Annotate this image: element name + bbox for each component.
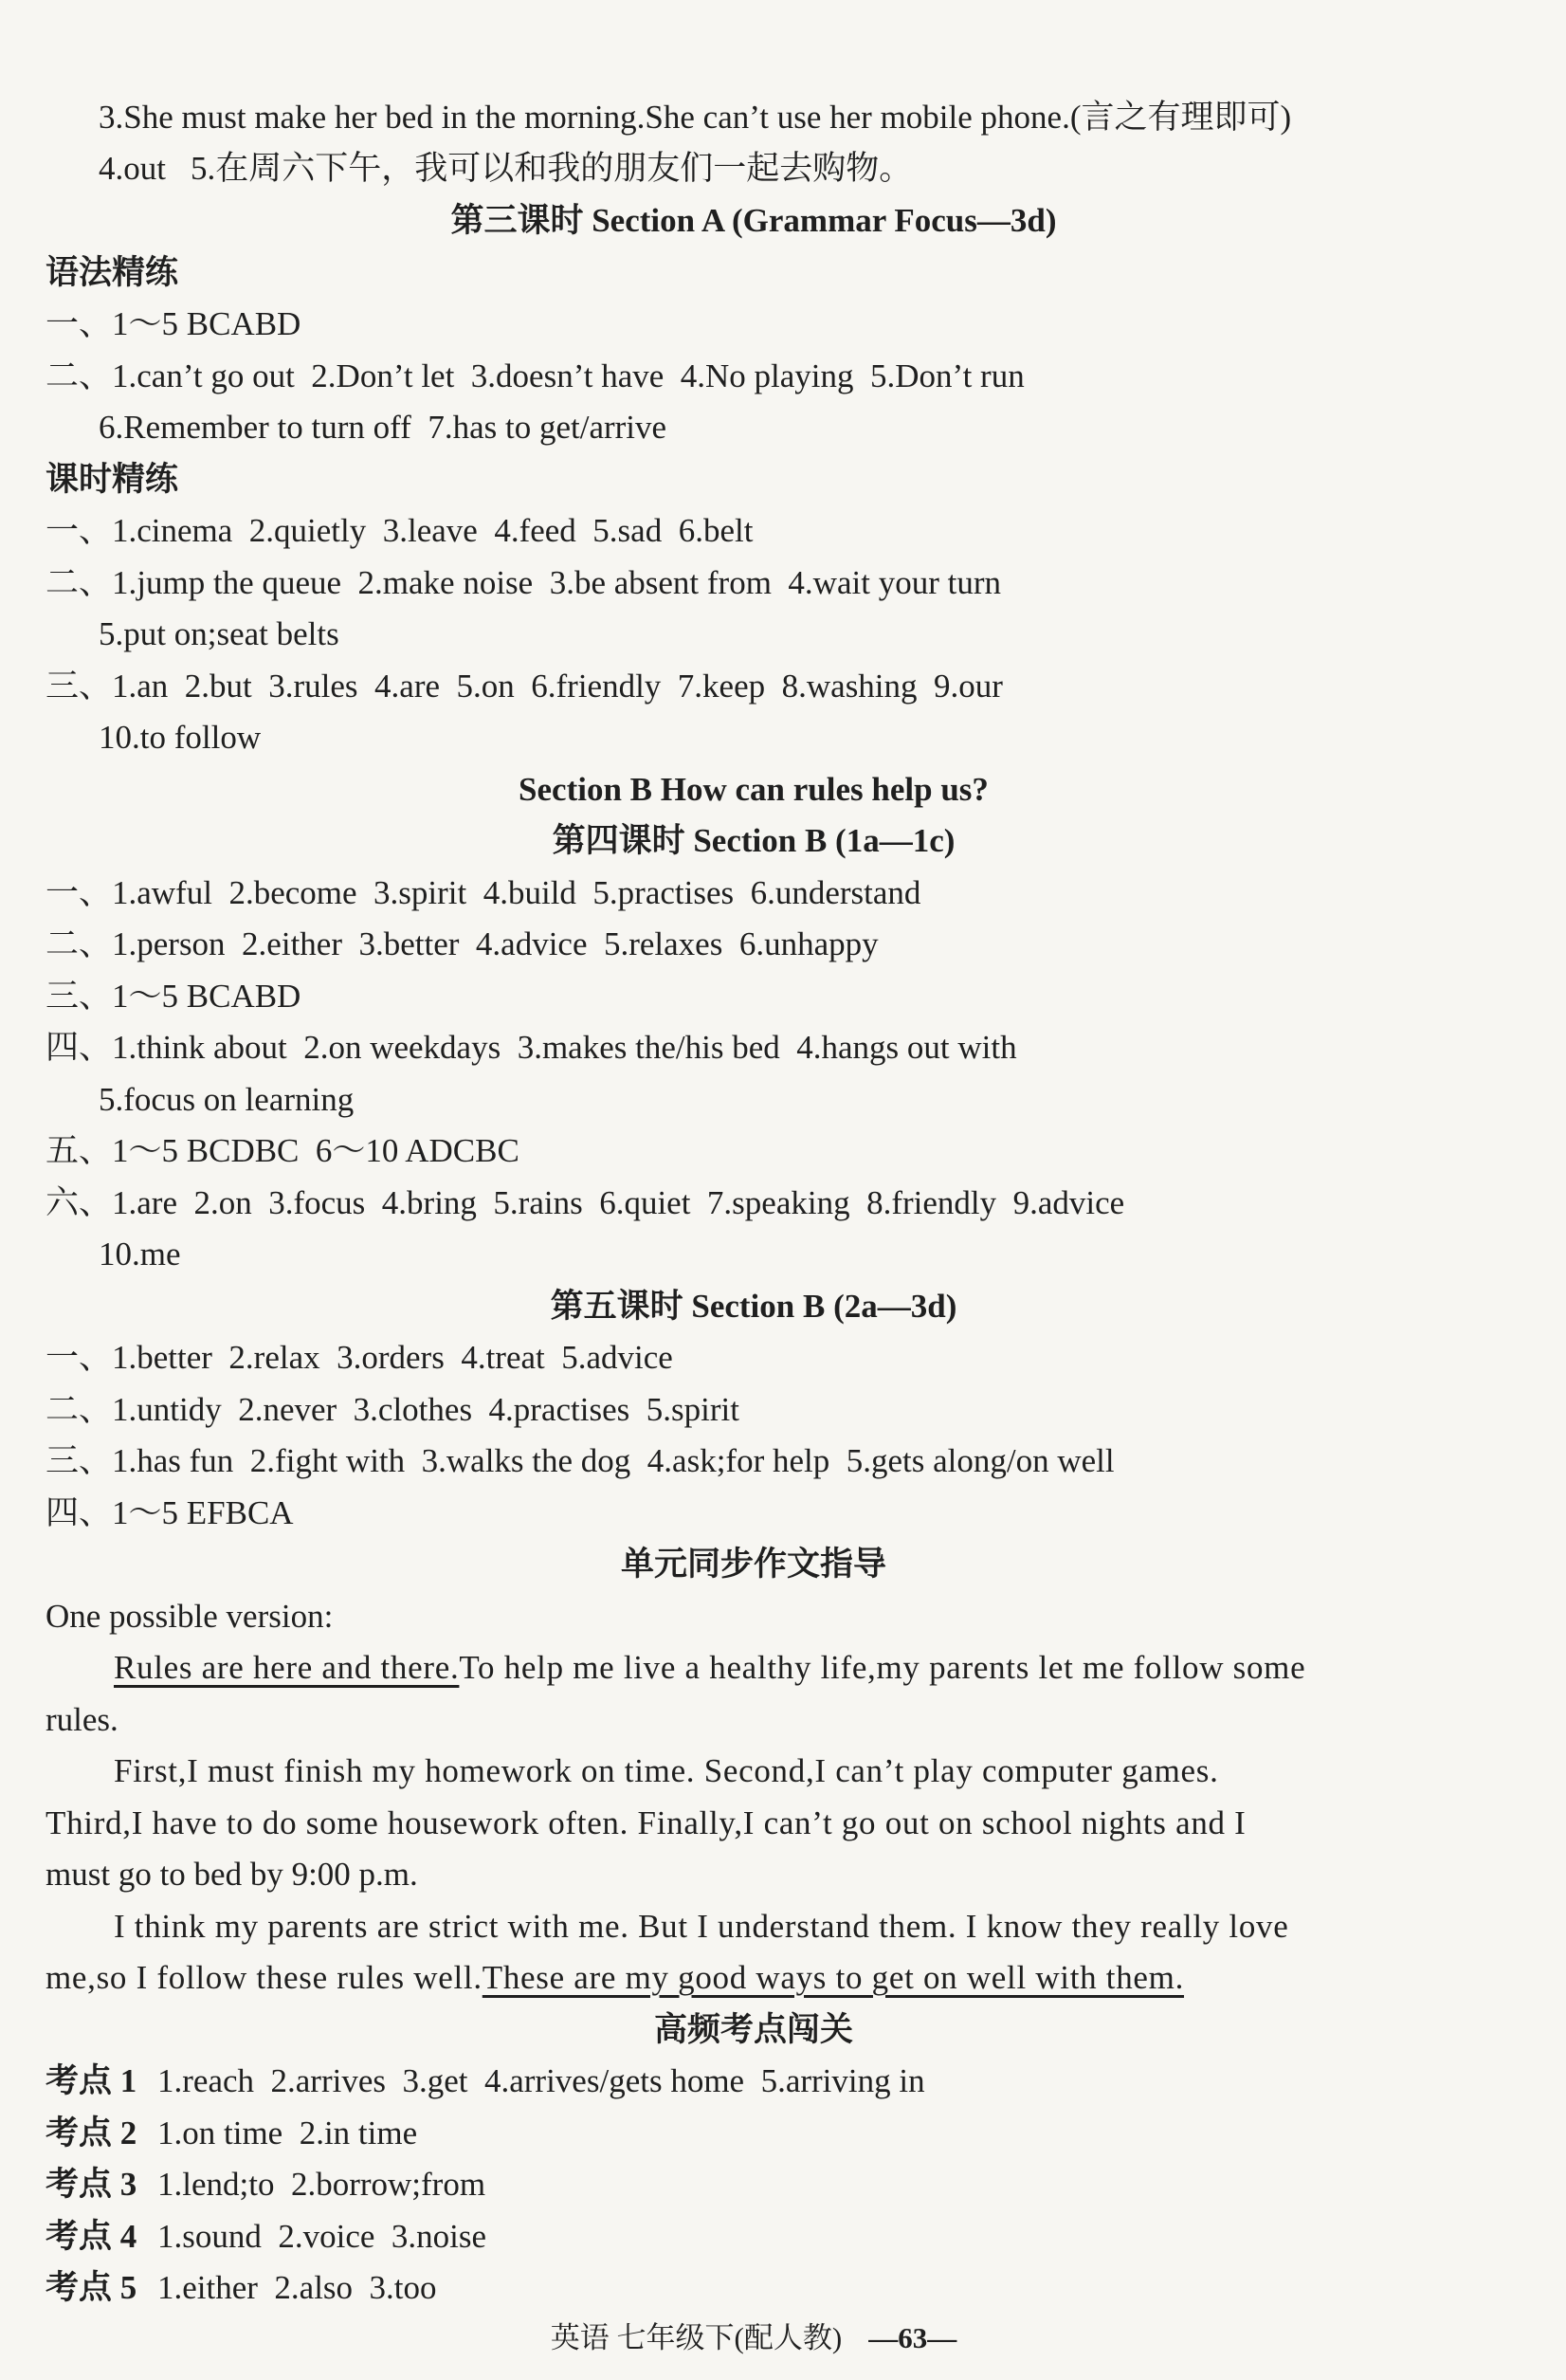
answer-item: 5.在周六下午，我可以和我的朋友们一起去购物。: [190, 150, 913, 187]
section-b-title: Section B How can rules help us?: [519, 771, 989, 808]
answer-line: 六、1.are 2.on 3.focus 4.bring 5.rains 6.quiet 7.speaking 8.friendly 9.advice: [46, 1184, 1125, 1221]
answer-line: 一、1.cinema 2.quietly 3.leave 4.feed 5.sad 6.belt: [46, 512, 754, 549]
answer-line: 10.me: [99, 1236, 181, 1272]
underlined-closing: These are my good ways to get on well with them.: [482, 1959, 1185, 1996]
essay-line: must go to bed by 9:00 p.m.: [46, 1856, 418, 1893]
answer-line: 10.to follow: [99, 719, 262, 756]
lesson-3-title: 第三课时 Section A (Grammar Focus—3d): [450, 202, 1057, 239]
answer-line: 二、1.can’t go out 2.Don’t let 3.doesn’t have 4.No playing 5.Don’t run: [46, 357, 1025, 394]
essay-line: Third,I have to do some housework often. Finally,I can’t go out on school nights and I: [46, 1804, 1247, 1841]
writing-intro: One possible version:: [46, 1598, 334, 1635]
page-footer: [0, 2319, 1507, 2357]
essay-line: rules.: [46, 1701, 118, 1738]
key-point-row: [46, 2113, 417, 2154]
footer-subject: 英语 七年级下(配人教): [550, 2321, 843, 2354]
essay-line: First,I must finish my homework on time. Second,I can’t play computer games.: [114, 1752, 1219, 1789]
answer-line: 5.focus on learning: [99, 1081, 355, 1118]
key-point-row: [46, 2267, 437, 2309]
key-point-label: 考点 1: [46, 2062, 137, 2099]
answer-line: 3.She must make her bed in the morning.She can’t use her mobile phone.(言之有理即可): [99, 99, 1292, 136]
essay-text: me,so I follow these rules well.: [46, 1959, 483, 1996]
lesson-practice-label: 课时精练: [46, 461, 179, 498]
key-point-answers: 1.lend;to 2.borrow;from: [157, 2166, 486, 2203]
answer-line: 二、1.untidy 2.never 3.clothes 4.practises 5.spirit: [46, 1391, 739, 1428]
lesson-4-title: 第四课时 Section B (1a—1c): [552, 822, 956, 859]
page-number: —63—: [868, 2321, 957, 2354]
answer-line: 三、1.has fun 2.fight with 3.walks the dog 4.ask;for help 5.gets along/on well: [46, 1442, 1115, 1479]
answer-line: 一、1～5 BCABD: [46, 305, 301, 342]
essay-line: [46, 1957, 1184, 1999]
key-point-label: 考点 4: [46, 2218, 137, 2255]
key-point-row: [46, 2164, 485, 2206]
grammar-practice-label: 语法精练: [46, 254, 179, 291]
answer-line: 6.Remember to turn off 7.has to get/arrive: [99, 409, 667, 446]
answer-line: 二、1.jump the queue 2.make noise 3.be absent from 4.wait your turn: [46, 564, 1001, 601]
answer-line: 五、1～5 BCDBC 6～10 ADCBC: [46, 1132, 519, 1169]
key-point-answers: 1.reach 2.arrives 3.get 4.arrives/gets home 5.arriving in: [157, 2062, 925, 2099]
answer-line: 5.put on;seat belts: [99, 615, 339, 652]
answer-line: 四、1～5 EFBCA: [46, 1494, 294, 1531]
key-point-label: 考点 5: [46, 2269, 137, 2306]
key-points-title: 高频考点闯关: [653, 2011, 853, 2048]
key-point-answers: 1.sound 2.voice 3.noise: [157, 2218, 487, 2255]
essay-text: To help me live a healthy life,my parents let me follow some: [459, 1649, 1306, 1686]
essay-line: [114, 1647, 1305, 1689]
key-point-label: 考点 3: [46, 2166, 137, 2203]
answer-line: [99, 148, 912, 190]
key-point-row: [46, 2216, 486, 2258]
answer-line: 四、1.think about 2.on weekdays 3.makes the/his bed 4.hangs out with: [46, 1029, 1017, 1066]
key-point-label: 考点 2: [46, 2115, 137, 2151]
key-point-answers: 1.on time 2.in time: [157, 2115, 418, 2151]
writing-guide-title: 单元同步作文指导: [620, 1546, 886, 1583]
answer-line: 一、1.awful 2.become 3.spirit 4.build 5.practises 6.understand: [46, 874, 921, 911]
essay-line: I think my parents are strict with me. But I understand them. I know they really love: [114, 1908, 1289, 1945]
answer-line: 三、1.an 2.but 3.rules 4.are 5.on 6.friendly 7.keep 8.washing 9.our: [46, 668, 1003, 705]
underlined-opening: Rules are here and there.: [114, 1649, 460, 1686]
lesson-5-title: 第五课时 Section B (2a—3d): [550, 1288, 957, 1325]
answer-item: 4.out: [99, 150, 166, 187]
key-point-answers: 1.either 2.also 3.too: [157, 2269, 437, 2306]
key-point-row: [46, 2060, 925, 2102]
answer-line: 二、1.person 2.either 3.better 4.advice 5.relaxes 6.unhappy: [46, 925, 879, 962]
answer-line: 一、1.better 2.relax 3.orders 4.treat 5.advice: [46, 1339, 673, 1376]
answer-line: 三、1～5 BCABD: [46, 978, 301, 1015]
